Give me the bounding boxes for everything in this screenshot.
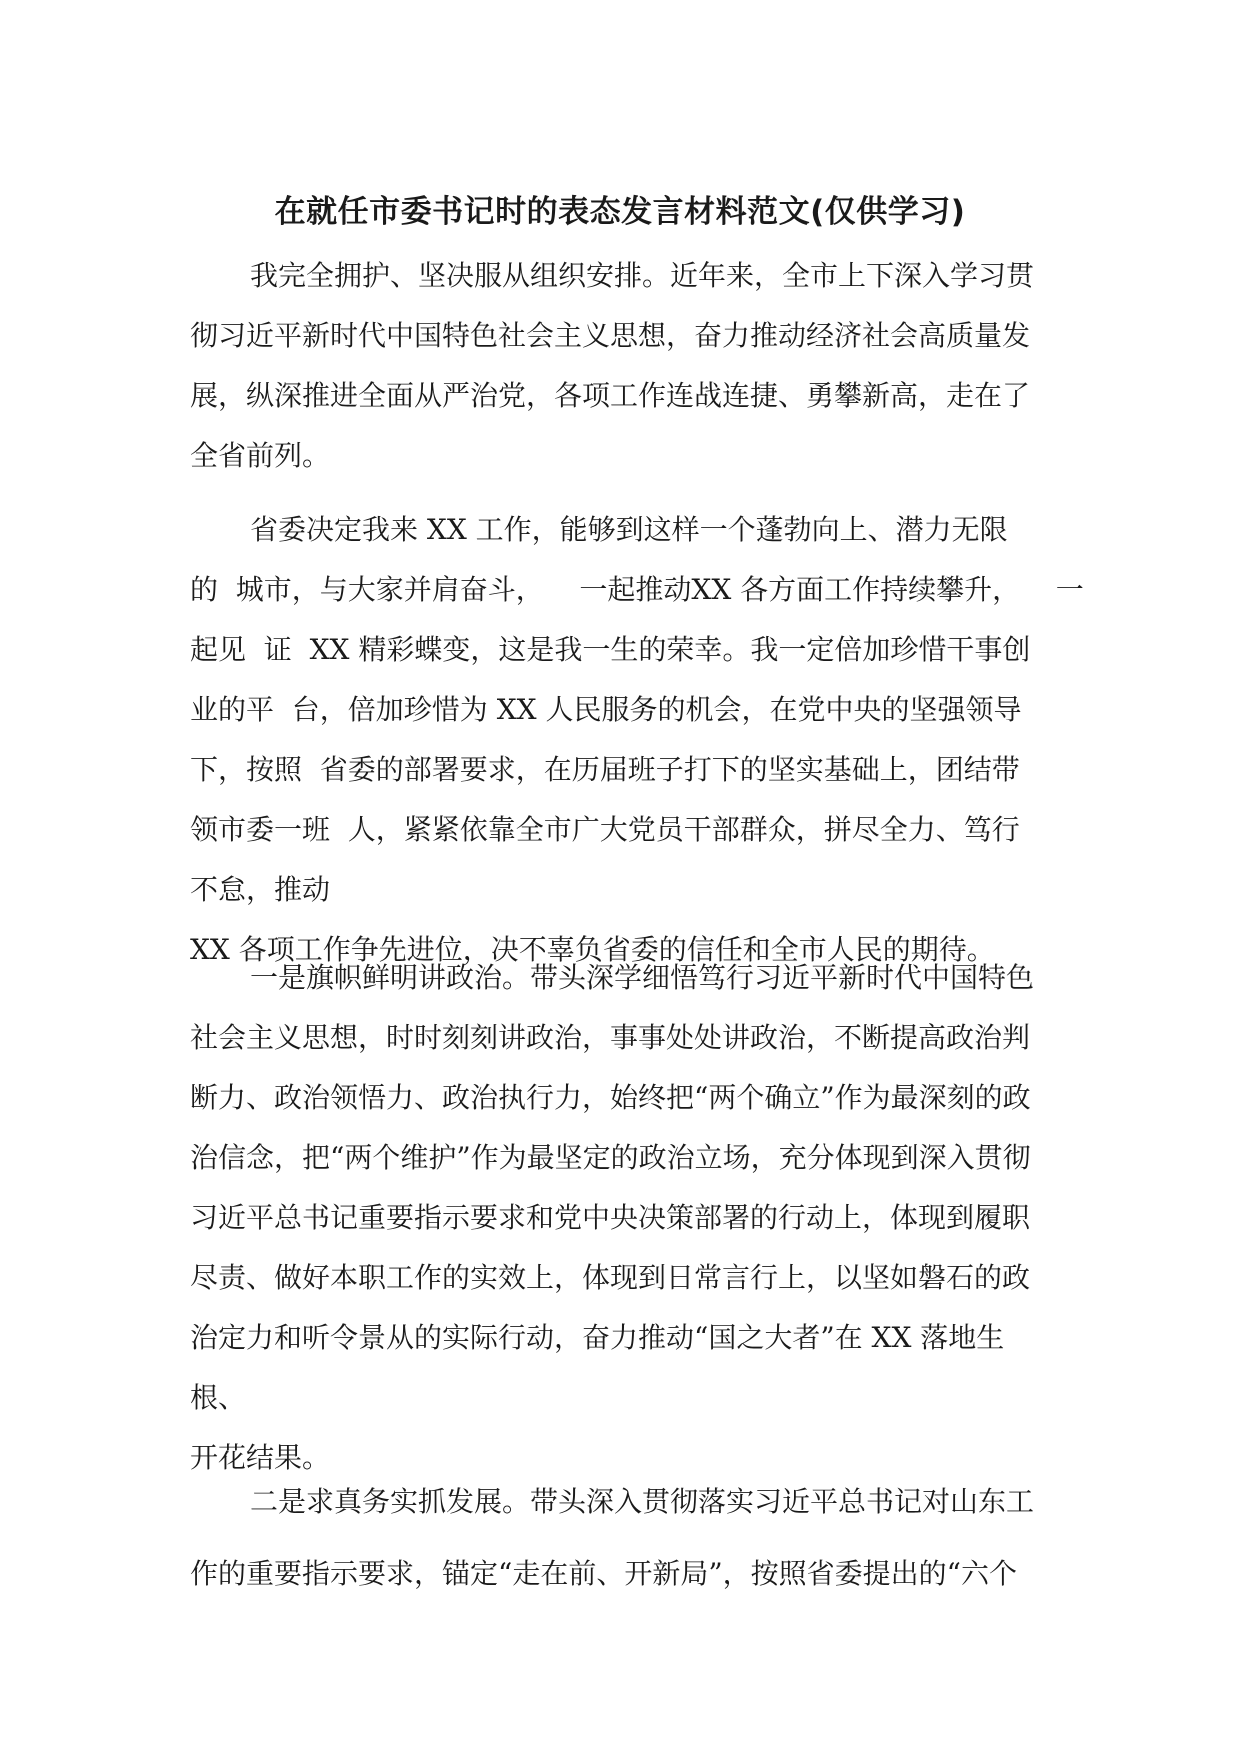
text-line: 作的重要指示要求，锚定“走在前、开新局”，按照省委提出的“六个 bbox=[190, 1557, 1017, 1590]
text-line: 治信念，把“两个维护”作为最坚定的政治立场，充分体现到深入贯彻 bbox=[190, 1141, 1031, 1174]
text-line: 起见 证 XX 精彩蝶变，这是我一生的荣幸。我一定倍加珍惜干事创 bbox=[190, 633, 1031, 666]
paragraph-1 bbox=[190, 246, 1060, 486]
text-line: 社会主义思想，时时刻刻讲政治，事事处处讲政治，不断提高政治判 bbox=[190, 1021, 1031, 1054]
text-line: 展，纵深推进全面从严治党，各项工作连战连捷、勇攀新高，走在了 bbox=[190, 379, 1031, 412]
text-line: 下，按照 省委的部署要求，在历届班子打下的坚实基础上，团结带 bbox=[190, 753, 1020, 786]
text-line: 习近平总书记重要指示要求和党中央决策部署的行动上，体现到履职 bbox=[190, 1201, 1031, 1234]
paragraph-2 bbox=[190, 500, 1084, 980]
text-line: XX 各项工作争先进位，决不辜负省委的信任和全市人民的期待。 bbox=[190, 933, 995, 966]
text-line: 省委决定我来 XX 工作，能够到这样一个蓬勃向上、潜力无限 bbox=[250, 513, 1008, 546]
text-line: 业的平 台，倍加珍惜为 XX 人民服务的机会，在党中央的坚强领导 bbox=[190, 693, 1022, 726]
text-line: 断力、政治领悟力、政治执行力，始终把“两个确立”作为最深刻的政 bbox=[190, 1081, 1031, 1114]
paragraph-4 bbox=[190, 1466, 1060, 1610]
text-line: 领市委一班 人，紧紧依靠全市广大党员干部群众，拼尽全力、笃行 bbox=[190, 813, 1020, 846]
text-line: 根、 bbox=[190, 1381, 247, 1414]
paragraph-3 bbox=[190, 948, 1060, 1488]
text-line: 一是旗帜鲜明讲政治。带头深学细悟笃行习近平新时代中国特色 bbox=[250, 961, 1035, 994]
text-line: 开花结果。 bbox=[190, 1441, 331, 1474]
text-line: 尽责、做好本职工作的实效上，体现到日常言行上，以坚如磐石的政 bbox=[190, 1261, 1031, 1294]
text-line: 全省前列。 bbox=[190, 439, 331, 472]
text-line: 彻习近平新时代中国特色社会主义思想，奋力推动经济社会高质量发 bbox=[190, 319, 1031, 352]
text-line: 二是求真务实抓发展。带头深入贯彻落实习近平总书记对山东工 bbox=[250, 1485, 1035, 1518]
document-title: 在就任市委书记时的表态发言材料范文(仅供学习) bbox=[274, 194, 966, 230]
text-line: 我完全拥护、坚决服从组织安排。近年来，全市上下深入学习贯 bbox=[250, 259, 1035, 292]
text-line: 的 城市，与大家并肩奋斗， 一起推动XX 各方面工作持续攀升， 一 bbox=[190, 573, 1084, 606]
text-line: 治定力和听令景从的实际行动，奋力推动“国之大者”在 XX 落地生 bbox=[190, 1321, 1005, 1354]
text-line: 不怠，推动 bbox=[190, 873, 331, 906]
